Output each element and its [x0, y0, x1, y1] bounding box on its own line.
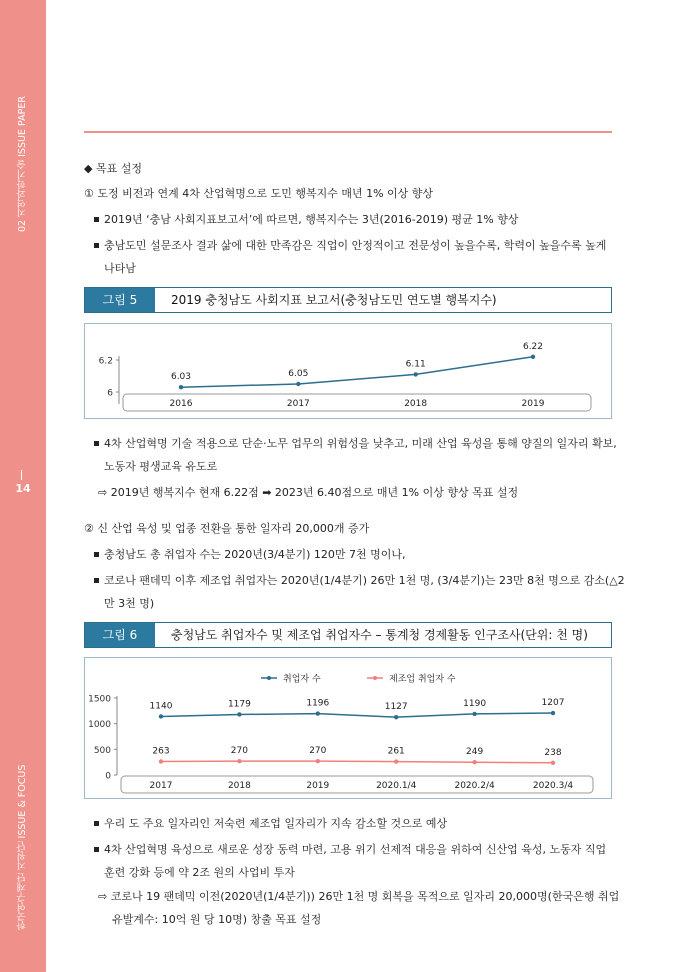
arrow-note-continuation: 유발계수: 10억 원 당 10명) 창출 목표 설정 [112, 913, 322, 926]
legend-label: 제조업 취업자 수 [389, 674, 456, 685]
x-tick-label: 2019 [306, 781, 330, 791]
data-label: 238 [544, 747, 562, 758]
data-label: 6.03 [170, 372, 192, 383]
series-line [161, 713, 553, 717]
arrow-note: ⇨ 코로나 19 팬데믹 이전(2020년(1/4분기)) 26만 1천 명 회복을 목적으로 일자리 20,000명(한국은행 취업 [98, 890, 620, 903]
figure-6-title: 충청남도 취업자수 및 제조업 취업자수 – 통계청 경제활동 인구조사(단위: 천 명) [171, 628, 588, 642]
legend-label: 취업자 수 [283, 674, 321, 685]
data-point [316, 711, 320, 715]
data-label: 6.22 [522, 341, 544, 352]
y-tick-label: 6 [107, 388, 113, 399]
section-heading: ◆ 목표 설정 [84, 162, 142, 175]
y-tick-label: 0 [105, 771, 111, 782]
figure-6-header [84, 622, 612, 648]
x-tick-label: 2020.1/4 [376, 781, 417, 791]
data-point [472, 760, 476, 764]
x-tick-label: 2020.3/4 [532, 781, 574, 791]
bullet-item: 4차 산업혁명 기술 적용으로 단순·노무 업무의 위험성을 낮추고, 미래 산업 육성을 통해 양질의 일자리 확보, [94, 437, 617, 451]
data-point [159, 759, 163, 763]
goal-item-2: ② 신 산업 육성 및 업종 전환을 통한 일자리 20,000개 증가 [84, 522, 370, 535]
y-tick-label: 500 [93, 745, 111, 756]
figure-5-chart-box [84, 323, 612, 419]
data-label: 1190 [463, 698, 487, 709]
x-tick-label: 2018 [404, 399, 428, 409]
data-point [296, 382, 300, 386]
bullet-item: 우리 도 주요 일자리인 저숙련 제조업 일자리가 지속 감소할 것으로 예상 [94, 817, 447, 831]
data-point [316, 759, 320, 763]
x-tick-label: 2020.2/4 [454, 781, 495, 791]
bullet-continuation: 나타남 [104, 262, 136, 275]
y-tick-label: 6.2 [98, 356, 113, 367]
header-rule [84, 131, 612, 133]
figure-6-chart [85, 658, 611, 798]
bullet-item: 충남도민 설문조사 결과 삶에 대한 만족감은 직업이 안정적이고 전문성이 높을수록, 학력이 높을수록 높게 [94, 239, 606, 253]
bullet-item: 충청남도 총 취업자 수는 2020년(3/4분기) 120만 7천 명이나, [94, 548, 406, 562]
data-label: 6.05 [288, 369, 309, 379]
figure-6-tag: 그림 6 [85, 623, 155, 647]
x-tick-label: 2016 [169, 399, 193, 409]
x-axis-band [121, 776, 593, 793]
sidebar-divider [21, 470, 22, 480]
data-point [237, 759, 241, 763]
data-point [413, 372, 417, 376]
data-label: 261 [387, 746, 405, 757]
sidebar-publisher-label: 한국연구재단 지원단 ISSUE & FOCUS [17, 764, 28, 930]
bullet-item: 4차 산업혁명 육성으로 새로운 성장 동력 마련, 고용 위기 선제적 대응을 위하여 신산업 육성, 노동자 직업 [94, 843, 606, 857]
bullet-item: 2019년 ‘충남 사회지표보고서’에 따르면, 행복지수는 3년(2016-2019) 평균 1% 향상 [94, 213, 518, 227]
series-line [161, 761, 553, 763]
data-label: 1179 [227, 699, 251, 710]
data-label: 263 [152, 746, 170, 757]
figure-6-chart-box [84, 657, 612, 799]
data-point [551, 711, 555, 715]
data-label: 249 [466, 747, 484, 758]
figure-5-chart [85, 324, 611, 418]
figure-5-header [84, 287, 612, 313]
data-point [394, 715, 398, 719]
goal-item-1: ① 도정 비전과 연계 4차 산업혁명으로 도민 행복지수 매년 1% 이상 향상 [84, 187, 434, 200]
figure-5-tag: 그림 5 [85, 288, 155, 312]
series-line [181, 357, 533, 387]
bullet-item: 코로나 팬데믹 이후 제조업 취업자는 2020년(1/4분기) 26만 1천 명, (3/4분기)는 23만 8천 명으로 감소(△2 [94, 574, 625, 588]
bullet-continuation: 노동자 평생교육 유도로 [104, 460, 218, 473]
data-label: 270 [230, 746, 248, 757]
data-point [472, 712, 476, 716]
sidebar [0, 0, 46, 972]
data-point [179, 385, 183, 389]
data-point [237, 712, 241, 716]
data-label: 270 [309, 746, 327, 757]
figure-5-title: 2019 충청남도 사회지표 보고서(충청남도민 연도별 행복지수) [171, 293, 497, 307]
data-label: 1207 [541, 698, 565, 709]
data-point [394, 759, 398, 763]
data-point [551, 761, 555, 765]
data-label: 6.11 [405, 359, 426, 370]
data-point [159, 714, 163, 718]
x-tick-label: 2018 [227, 781, 251, 791]
data-label: 1140 [149, 701, 173, 712]
legend-marker [373, 676, 377, 680]
arrow-note: ⇨ 2019년 행복지수 현재 6.22점 ➡ 2023년 6.40점으로 매년 1% 이상 향상 목표 설정 [98, 486, 519, 499]
bullet-continuation: 훈련 강화 등에 약 2조 원의 사업비 투자 [104, 866, 295, 879]
x-tick-label: 2017 [149, 781, 173, 791]
data-point [531, 355, 535, 359]
x-tick-label: 2019 [521, 399, 545, 409]
page-number: 14 [15, 482, 31, 495]
y-tick-label: 1500 [88, 694, 111, 705]
bullet-continuation: 만 3천 명) [104, 597, 155, 610]
sidebar-publication-label: 02 지역과학기술 ISSUE PAPER [17, 96, 28, 232]
x-tick-label: 2017 [286, 399, 310, 409]
data-label: 1127 [384, 702, 408, 713]
y-tick-label: 1000 [88, 720, 111, 731]
data-label: 1196 [306, 698, 330, 709]
legend-marker [267, 676, 271, 680]
